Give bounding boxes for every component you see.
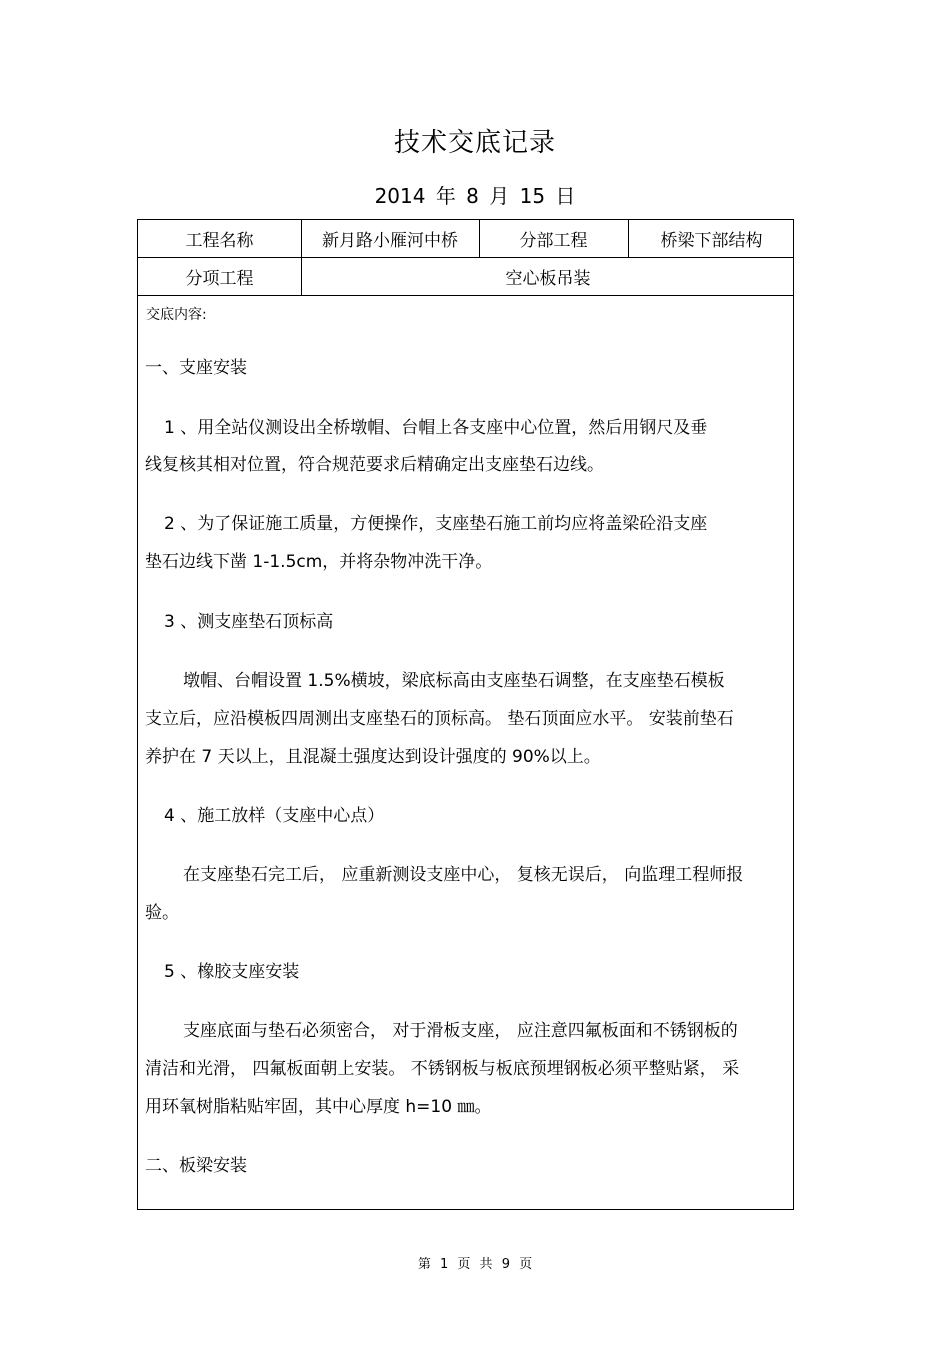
project-name-label: 工程名称	[185, 231, 254, 251]
content-line: 支座底面与垫石必须密合， 对于滑板支座， 应注意四氟板面和不锈钢板的	[183, 1021, 738, 1041]
content-line: 2 、为了保证施工质量，方便操作，支座垫石施工前均应将盖梁砼沿支座	[164, 514, 708, 534]
content-line: 线复核其相对位置，符合规范要求后精确定出支座垫石边线。	[145, 455, 604, 475]
document-date: 2014 年 8 月 15 日	[374, 184, 576, 208]
content-line: 清洁和光滑， 四氟板面朝上安装。 不锈钢板与板底预埋钢板必须平整贴紧， 采	[145, 1059, 740, 1079]
row-divider	[138, 295, 793, 296]
record-table	[137, 219, 794, 1210]
project-name-value: 新月路小雁河中桥	[322, 231, 458, 251]
content-line: 验。	[145, 903, 179, 923]
content-line: 墩帽、台帽设置 1.5%横坡，梁底标高由支座垫石调整，在支座垫石模板	[183, 671, 725, 691]
content-line: 1 、用全站仪测设出全桥墩帽、台帽上各支座中心位置，然后用钢尺及垂	[164, 418, 708, 438]
content-line: 垫石边线下凿 1-1.5cm，并将杂物冲洗干净。	[145, 552, 493, 572]
division-label: 分部工程	[519, 231, 588, 251]
content-label: 交底内容:	[146, 307, 207, 323]
content-line: 3 、测支座垫石顶标高	[164, 612, 334, 632]
content-line: 4 、施工放样（支座中心点）	[164, 806, 385, 826]
content-line: 支立后，应沿模板四周测出支座垫石的顶标高。 垫石顶面应水平。 安装前垫石	[145, 709, 734, 729]
subitem-value: 空心板吊装	[505, 268, 591, 289]
page-footer: 第 1 页 共 9 页	[417, 1257, 533, 1272]
content-line: 用环氧树脂粘贴牢固，其中心厚度 h=10 ㎜。	[145, 1097, 492, 1117]
section-heading: 一、支座安装	[145, 358, 247, 378]
content-line: 在支座垫石完工后， 应重新测设支座中心， 复核无误后， 向监理工程师报	[183, 865, 744, 885]
section-heading: 二、板梁安装	[145, 1156, 247, 1176]
division-value: 桥梁下部结构	[660, 231, 763, 251]
content-line: 5 、橡胶支座安装	[164, 962, 300, 982]
content-line: 养护在 7 天以上，且混凝土强度达到设计强度的 90%以上。	[145, 747, 601, 767]
document-title: 技术交底记录	[393, 128, 556, 158]
subitem-label: 分项工程	[185, 268, 254, 289]
